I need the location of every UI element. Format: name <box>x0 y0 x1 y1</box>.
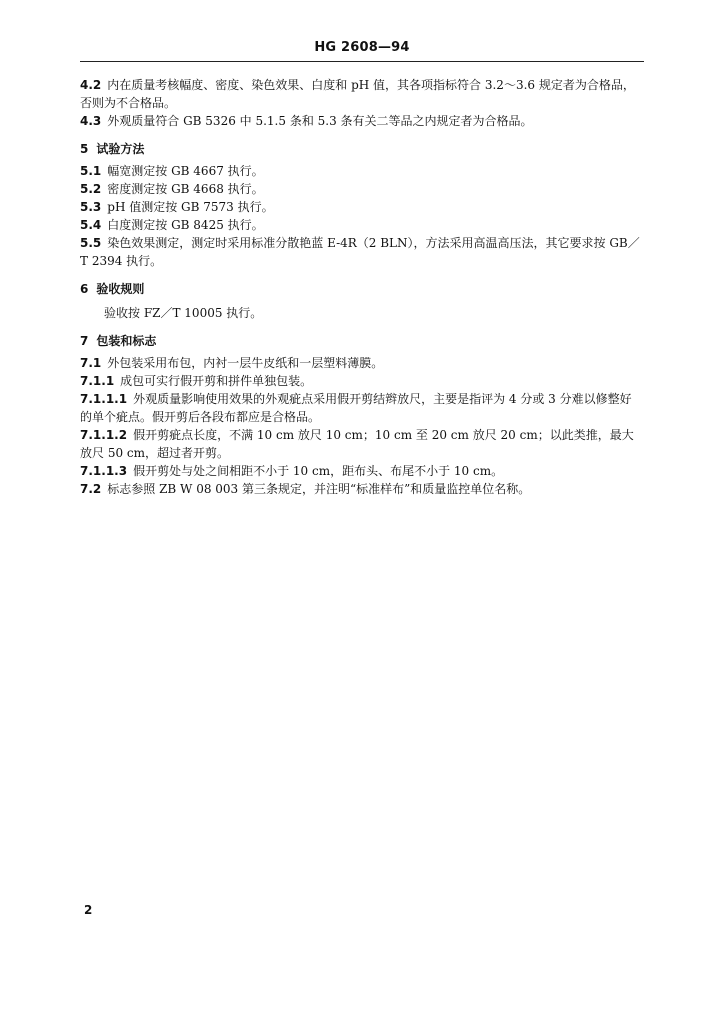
section-6-heading: 6 验收规则 <box>80 282 145 296</box>
clause-7-1-1: 7.1.1 成包可实行假开剪和拼件单独包装。 <box>80 374 313 388</box>
clause-5-3: 5.3 pH 值测定按 GB 7573 执行。 <box>80 200 274 214</box>
document-body <box>80 76 640 498</box>
section-7-heading: 7 包装和标志 <box>80 334 157 348</box>
document-header: HG 2608—94 <box>314 40 410 55</box>
clause-5-2: 5.2 密度测定按 GB 4668 执行。 <box>80 182 264 196</box>
clause-7-1-1-3: 7.1.1.3 假开剪处与处之间相距不小于 10 cm，距布头、布尾不小于 10 cm。 <box>80 464 504 478</box>
clause-5-4: 5.4 白度测定按 GB 8425 执行。 <box>80 218 264 232</box>
header-rule <box>80 61 644 62</box>
clause-5-5: 5.5 染色效果测定，测定时采用标准分散艳蓝 E-4R（2 BLN），方法采用高温高压法，其它要求按 GB／T 2394 执行。 <box>80 236 640 268</box>
clause-4-3: 4.3 外观质量符合 GB 5326 中 5.1.5 条和 5.3 条有关二等品之内规定者为合格品。 <box>80 114 533 128</box>
clause-5-1: 5.1 幅宽测定按 GB 4667 执行。 <box>80 164 264 178</box>
clause-7-1-1-1: 7.1.1.1 外观质量影响使用效果的外观疵点采用假开剪结辫放尺，主要是指评为 4 分或 3 分难以修整好的单个疵点。假开剪后各段布都应是合格品。 <box>80 392 632 424</box>
clause-7-1: 7.1 外包装采用布包，内衬一层牛皮纸和一层塑料薄膜。 <box>80 356 384 370</box>
clause-4-2: 4.2 内在质量考核幅度、密度、染色效果、白度和 pH 值，其各项指标符合 3.2～3.6 规定者为合格品，否则为不合格品。 <box>80 78 635 110</box>
page-number: 2 <box>84 903 93 917</box>
section-5-heading: 5 试验方法 <box>80 142 145 156</box>
clause-7-1-1-2: 7.1.1.2 假开剪疵点长度，不满 10 cm 放尺 10 cm；10 cm 至 20 cm 放尺 20 cm；以此类推，最大放尺 50 cm，超过者开剪。 <box>80 428 634 460</box>
clause-7-2: 7.2 标志参照 ZB W 08 003 第三条规定，并注明“标准样布”和质量监控单位名称。 <box>80 482 531 496</box>
section-6-body: 验收按 FZ／T 10005 执行。 <box>104 306 263 320</box>
